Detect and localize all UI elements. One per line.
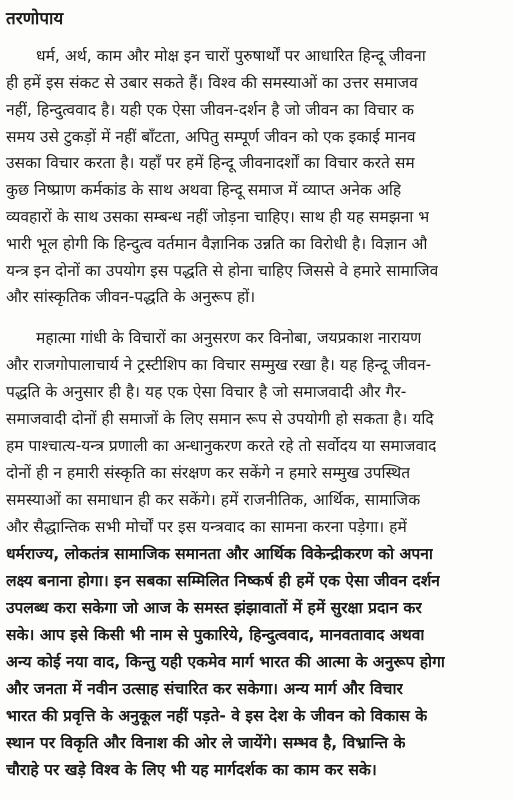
- paragraph-2-bold-line: चौराहे पर खड़े विश्व के लिए भी यह मार्गदर्शक का काम कर सके।: [6, 761, 377, 779]
- paragraph-1-line: कुछ निष्प्राण कर्मकांड के साथ अथवा हिन्दू समाज में व्याप्त अनेक अहि: [6, 181, 402, 199]
- paragraph-1-line: यन्त्र इन दोनों का उपयोग इस पद्धति से होना चाहिए जिससे वे हमारे सामाजिव: [6, 262, 439, 280]
- paragraph-1-line: धर्म, अर्थ, काम और मोक्ष इन चारों पुरुषार्थों पर आधारित हिन्दू जीवना: [36, 47, 426, 65]
- paragraph-1-line: उसका विचार करता है। यहाँ पर हमें हिन्दू जीवनादर्शों का विचार करते सम: [6, 154, 415, 172]
- paragraph-2-bold-line: सके। आप इसे किसी भी नाम से पुकारिये, हिन्दुत्ववाद, मानवतावाद अथवा: [6, 626, 425, 644]
- paragraph-1-line: नहीं, हिन्दुत्ववाद है। यही एक ऐसा जीवन-दर्शन है जो जीवन का विचार क: [6, 101, 414, 119]
- paragraph-2-bold-line: उपलब्ध करा सकेगा जो आज के समस्त झंझावातों में हमें सुरक्षा प्रदान कर: [6, 599, 422, 617]
- paragraph-1-line: समय उसे टुकड़ों में नहीं बाँटता, अपितु सम्पूर्ण जीवन को एक इकाई मानव: [6, 128, 416, 146]
- paragraph-2-line: समाजवादी दोनों ही समाजों के लिए समान रूप से उपयोगी हो सकता है। यदि: [6, 410, 434, 428]
- paragraph-2-line: दोनों ही न हमारी संस्कृति का संरक्षण कर सकेंगे न हमारे सम्मुख उपस्थित: [6, 464, 411, 482]
- paragraph-1-line: व्यवहारों के साथ उसका सम्बन्ध नहीं जोड़ना चाहिए। साथ ही यह समझना भ: [6, 208, 430, 226]
- section-heading: तरणोपाय: [6, 9, 64, 29]
- paragraph-2-line: पद्धति के अनुसार ही है। यह एक ऐसा विचार है जो समाजवादी और गैर-: [6, 383, 407, 401]
- paragraph-2-line: और राजगोपालाचार्य ने ट्रस्टीशिप का विचार सम्मुख रखा है। यह हिन्दू जीवन-: [6, 356, 432, 374]
- paragraph-2-line: समस्याओं का समाधान ही कर सकेंगे। हमें राजनीतिक, आर्थिक, सामाजिक: [6, 491, 421, 509]
- paragraph-2-bold-line: धर्मराज्य, लोकतंत्र सामाजिक समानता और आर्थिक विकेन्द्रीकरण को अपना: [6, 545, 433, 563]
- paragraph-2-line: हम पाश्चात्य-यन्त्र प्रणाली का अन्धानुकरण करते रहे तो सर्वोदय या समाजवाद: [6, 437, 437, 455]
- paragraph-1-line: ही हमें इस संकट से उबार सकते हैं। विश्व की समस्याओं का उत्तर समाजव: [6, 74, 418, 92]
- paragraph-2-bold-line: भारत की प्रवृत्ति के अनुकूल नहीं पड़ते- वे इस देश के जीवन को विकास के: [6, 707, 428, 725]
- paragraph-2-bold-line: और जनता में नवीन उत्साह संचारित कर सकेगा। अन्य मार्ग और विचार: [6, 680, 403, 698]
- paragraph-2-bold-line: स्थान पर विकृति और विनाश की ओर ले जायेंगे। सम्भव है, विभ्रान्ति के: [6, 734, 406, 752]
- paragraph-2-line: महात्मा गांधी के विचारों का अनुसरण कर विनोबा, जयप्रकाश नारायण: [36, 329, 422, 347]
- paragraph-1-line: और सांस्कृतिक जीवन-पद्धति के अनुरूप हों।: [6, 288, 256, 306]
- paragraph-2-bold-line: लक्ष्य बनाना होगा। इन सबका सम्मिलित निष्कर्ष ही हमें एक ऐसा जीवन दर्शन: [6, 572, 440, 590]
- paragraph-2-line: और सैद्धान्तिक सभी मोर्चों पर इस यन्त्रवाद का सामना करना पड़ेगा। हमें: [6, 518, 407, 536]
- paragraph-2-bold-line: अन्य कोई नया वाद, किन्तु यही एकमेव मार्ग भारत की आत्मा के अनुरूप होगा: [6, 653, 445, 671]
- paragraph-1-line: भारी भूल होगी कि हिन्दुत्व वर्तमान वैज्ञानिक उन्नति का विरोधी है। विज्ञान औ: [6, 235, 428, 253]
